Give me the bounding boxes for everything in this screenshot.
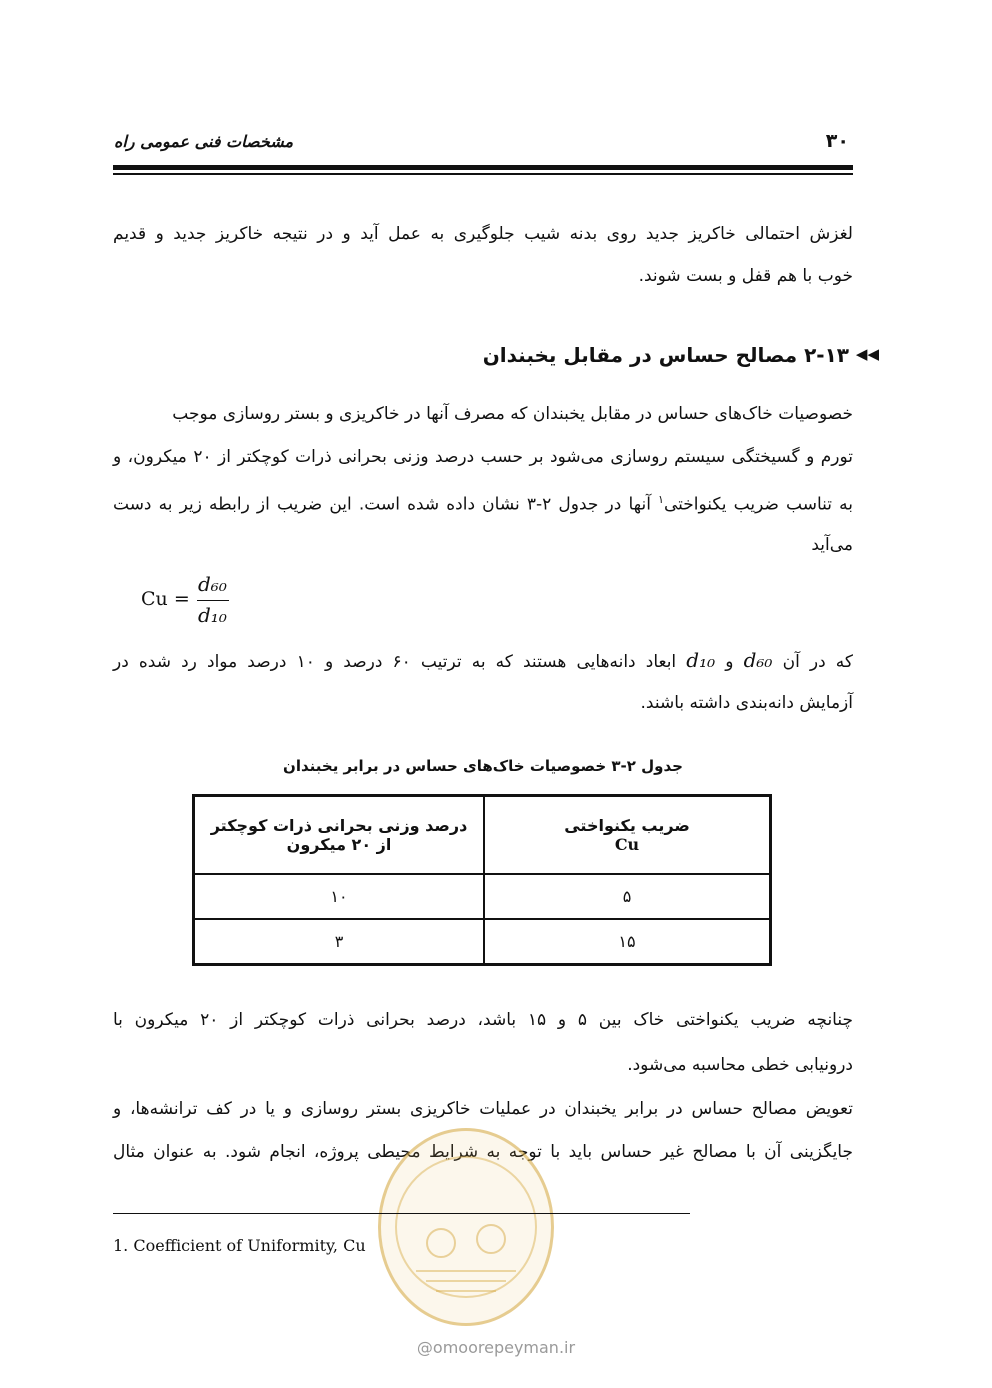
watermark-emblem-icon xyxy=(381,1131,551,1323)
para1-line-3b: آنها در جدول ۲-۳ نشان داده شده است. این ضریب از رابطه زیر به دست xyxy=(113,494,659,515)
d10-symbol: d₁₀ xyxy=(686,648,716,672)
header-cu-line-1: ضریب یکنواختی xyxy=(564,816,690,835)
formula-numerator: d₆₀ xyxy=(198,572,227,596)
fraction-bar xyxy=(197,600,229,601)
formula-lhs: Cu = xyxy=(141,588,190,610)
table-cell-percent-2: ۳ xyxy=(334,932,344,951)
para1-line-2: تورم و گسیختگی سیستم روسازی می‌شود بر حسب درصد وزنی بحرانی ذرات کوچکتر از ۲۰ میکرون، و xyxy=(113,447,854,467)
table-header-cu xyxy=(485,797,769,873)
para2-line-1 xyxy=(113,647,853,675)
para2-line-1b: ابعاد دانه‌هایی هستند که به ترتیب ۶۰ درصد و ۱۰ درصد مواد رد شده در xyxy=(113,652,677,672)
cu-formula xyxy=(141,572,261,632)
para1-line-3a: به تناسب ضریب یکنواختی xyxy=(663,494,853,515)
section-title: ۲-۱۳ مصالح حساس در مقابل یخبندان xyxy=(482,343,849,367)
table-caption: جدول ۲-۳ خصوصیات خاک‌های حساس در برابر یخبندان xyxy=(283,757,683,775)
header-cu-line-2: Cu xyxy=(614,835,640,854)
para3-line-1: چنانچه ضریب یکنواختی خاک بین ۵ و ۱۵ باشد، درصد بحرانی ذرات کوچکتر از ۲۰ میکرون با xyxy=(113,1010,853,1030)
section-marker-icon: ◀◀ xyxy=(855,345,879,363)
table-header-percent xyxy=(195,797,483,873)
footnote-ref: ۱ xyxy=(658,493,664,506)
watermark-logo xyxy=(378,1128,554,1326)
table-cell-cu-1: ۵ xyxy=(622,887,632,906)
intro-line-2: خوب با هم قفل و بست شوند. xyxy=(638,266,853,286)
para4-line-2: جایگزینی آن با مصالح غیر حساس باید با توجه به شرایط محیطی پروژه، انجام شود. به عنوان مثال xyxy=(113,1142,853,1162)
header-rule-thin xyxy=(113,173,853,175)
para1-line-3 xyxy=(113,487,853,518)
para4-line-1: تعویض مصالح حساس در برابر یخبندان در عملیات خاکریزی بستر روسازی و یا در کف ترانشه‌ها، و xyxy=(113,1099,853,1119)
para1-line-1: خصوصیات خاک‌های حساس در مقابل یخبندان که مصرف آنها در خاکریزی و بستر روسازی موجب xyxy=(172,404,853,424)
header-percent-line-1: درصد وزنی بحرانی ذرات کوچکتر xyxy=(210,816,468,835)
table-cell-percent-1: ۱۰ xyxy=(330,887,348,906)
intro-line-1: لغزش احتمالی خاکریز جدید روی بدنه شیب جلوگیری به عمل آید و در نتیجه خاکریز جدید و قدیم xyxy=(113,224,853,244)
para1-line-4: می‌آید xyxy=(811,535,853,555)
para3-line-2: درونیابی خطی محاسبه می‌شود. xyxy=(627,1055,853,1075)
table-cell-cu-2: ۱۵ xyxy=(618,932,636,951)
footnote-text: 1. Coefficient of Uniformity, Cu xyxy=(113,1236,366,1255)
frost-table xyxy=(192,794,772,966)
footnote-rule xyxy=(113,1213,690,1214)
watermark-url: @omoorepeyman.ir xyxy=(416,1338,576,1357)
d60-symbol: d₆₀ xyxy=(743,648,773,672)
para2-and: و xyxy=(725,652,734,672)
header-rule-thick xyxy=(113,165,853,170)
formula-denominator: d₁₀ xyxy=(198,603,227,627)
header-percent-line-2: از ۲۰ میکرون xyxy=(286,835,392,854)
running-header-title: مشخصات فنی عمومی راه xyxy=(114,132,294,151)
para2-line-2: آزمایش دانه‌بندی داشته باشند. xyxy=(640,693,853,713)
page-number: ۳۰ xyxy=(825,130,849,152)
para2-line-1a: که در آن xyxy=(782,652,854,672)
